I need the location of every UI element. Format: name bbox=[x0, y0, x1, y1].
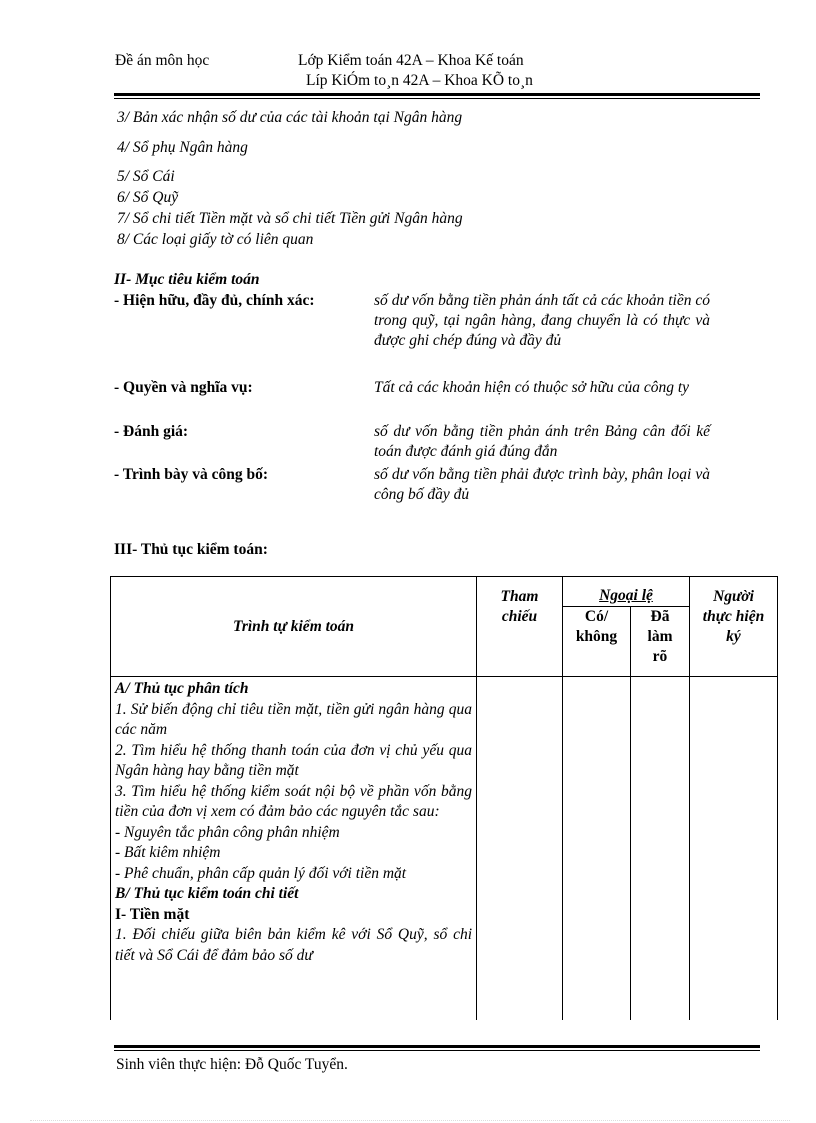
procedure-steps-cell bbox=[111, 677, 477, 1020]
procedures-heading: III- Thủ tục kiểm toán: bbox=[114, 541, 268, 558]
col-reference-label: Tham chiếu bbox=[500, 588, 539, 625]
list-item: 5/ Sổ Cái bbox=[117, 168, 175, 185]
procedure-line: A/ Thủ tục phân tích bbox=[115, 680, 249, 697]
header-left: Đề án môn học bbox=[115, 52, 210, 69]
col-reference-header bbox=[477, 577, 563, 677]
procedure-line: 1. Sử biến động chỉ tiêu tiền mặt, tiền gửi ngân hàng qua các năm bbox=[115, 700, 472, 738]
clarified-cell bbox=[631, 677, 690, 1020]
footer-rule-thin bbox=[114, 1050, 760, 1051]
col-sequence-header bbox=[111, 577, 477, 677]
procedure-line: I- Tiền mặt bbox=[115, 905, 190, 923]
header-right-line2: Líp KiÓm to¸n 42A – Khoa KÕ to¸n bbox=[306, 72, 533, 89]
procedure-line: - Nguyên tắc phân công phân nhiệm bbox=[115, 823, 340, 841]
col-exception-header bbox=[563, 577, 690, 607]
procedure-line: - Bất kiêm nhiệm bbox=[115, 844, 221, 861]
objective-label-valuation: - Đánh giá: bbox=[114, 423, 189, 440]
audit-procedures-table bbox=[110, 576, 778, 1020]
procedure-line: - Phê chuẩn, phân cấp quản lý đối với tiền mặt bbox=[115, 864, 407, 882]
yes-no-cell bbox=[563, 677, 631, 1020]
header-right-line1: Lớp Kiểm toán 42A – Khoa Kế toán bbox=[298, 52, 524, 69]
objective-desc-rights: Tất cả các khoản hiện có thuộc sở hữu của công ty bbox=[374, 379, 690, 396]
footer-rule-thick bbox=[114, 1045, 760, 1048]
objective-label-rights: - Quyền và nghĩa vụ: bbox=[114, 379, 253, 396]
col-yes-no-label: Có/ không bbox=[575, 608, 618, 645]
list-item: 7/ Sổ chi tiết Tiền mặt và sổ chi tiết Tiền gửi Ngân hàng bbox=[117, 210, 463, 227]
col-signer-label: Người thực hiện ký bbox=[702, 588, 765, 645]
objective-desc-presentation: số dư vốn bằng tiền phải được trình bày, phân loại và công bố đầy đủ bbox=[374, 466, 710, 503]
col-yes-no-header bbox=[563, 607, 631, 677]
procedure-line: 2. Tìm hiểu hệ thống thanh toán của đơn vị chủ yếu qua Ngân hàng hay bằng tiền mặt bbox=[115, 741, 472, 779]
procedure-line: 1. Đối chiếu giữa biên bản kiểm kê với Sổ Quỹ, sổ chi tiết và Sổ Cái để đảm bảo số dư bbox=[115, 926, 472, 964]
signer-cell bbox=[690, 677, 778, 1020]
col-clarified-header bbox=[631, 607, 690, 677]
list-item: 8/ Các loại giấy tờ có liên quan bbox=[117, 231, 314, 248]
reference-cell bbox=[477, 677, 563, 1020]
page-edge bbox=[30, 1120, 790, 1121]
list-item: 4/ Sổ phụ Ngân hàng bbox=[117, 139, 248, 156]
objective-desc-valuation: số dư vốn bằng tiền phản ánh trên Bảng cân đối kế toán được đánh giá đúng đắn bbox=[374, 423, 710, 460]
col-exception-label: Ngoại lệ bbox=[599, 587, 653, 604]
procedure-line: 3. Tìm hiểu hệ thống kiểm soát nội bộ về phần vốn bằng tiền của đơn vị xem có đảm bảo các nguyên tắc sau: bbox=[115, 782, 472, 820]
objective-label-presentation: - Trình bày và công bố: bbox=[114, 466, 269, 483]
header-rule-thin bbox=[114, 98, 760, 99]
procedure-line: B/ Thủ tục kiểm toán chi tiết bbox=[115, 885, 299, 902]
footer-author: Sinh viên thực hiện: Đỗ Quốc Tuyển. bbox=[116, 1056, 348, 1073]
list-item: 3/ Bản xác nhận số dư của các tài khoản tại Ngân hàng bbox=[117, 109, 463, 126]
col-clarified-label: Đã làm rõ bbox=[647, 608, 673, 665]
table-row bbox=[111, 677, 778, 1020]
col-sequence-label: Trình tự kiểm toán bbox=[232, 617, 355, 635]
col-signer-header bbox=[690, 577, 778, 677]
header-rule-thick bbox=[114, 93, 760, 96]
objectives-heading: II- Mục tiêu kiểm toán bbox=[114, 271, 260, 288]
objective-desc-existence: số dư vốn bằng tiền phản ánh tất cả các khoản tiền có trong quỹ, tại ngân hàng, đang chuyển là có thực và được ghi chép đúng và đầy đủ bbox=[374, 292, 710, 349]
list-item: 6/ Sổ Quỹ bbox=[117, 189, 179, 206]
objective-label-existence: - Hiện hữu, đầy đủ, chính xác: bbox=[114, 292, 315, 309]
